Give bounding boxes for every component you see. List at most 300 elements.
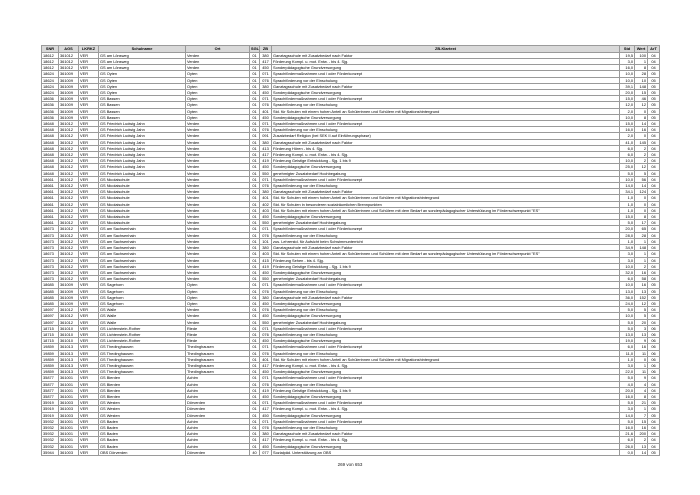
table-cell: 04 (648, 232, 660, 238)
table-cell: Sprachförderung vor der Einschulung (272, 127, 620, 133)
table-cell: 18648 (42, 152, 59, 158)
table-cell: 18715 (42, 338, 59, 344)
table-cell: 04 (648, 183, 660, 189)
table-cell: VER (79, 251, 99, 257)
table-cell: 04 (648, 431, 660, 437)
table-cell: 35877 (42, 375, 59, 381)
table-cell: VER (79, 245, 99, 251)
table-cell: GS Bassen (99, 108, 186, 114)
table-cell: 1 (635, 59, 648, 65)
table-cell: 04 (648, 127, 660, 133)
table-cell: VER (79, 381, 99, 387)
table-cell: VER (79, 195, 99, 201)
table-cell: 361009 (59, 96, 79, 102)
table-cell: 076 (260, 331, 272, 337)
table-cell: GS Bassen (99, 102, 186, 108)
table-cell: 361003 (59, 412, 79, 418)
table-cell: Sprachförderung vor der Einschulung (272, 424, 620, 430)
table-cell: 4,0 (620, 381, 635, 387)
table-cell: 361013 (59, 362, 79, 368)
table-cell: 380 (260, 139, 272, 145)
table-cell: genehmigter Zusatzbedarf Hochbegabung (272, 319, 620, 325)
table-cell: 01 (250, 245, 260, 251)
table-cell: Oyten (186, 102, 250, 108)
table-cell: Verden (186, 170, 250, 176)
table-cell: 01 (250, 251, 260, 257)
table-cell: 450 (260, 369, 272, 375)
table-cell: Ganztagsschule mit Zusatzbedarf nach Faktor (272, 294, 620, 300)
table-cell: Riede (186, 331, 250, 337)
table-cell: 01 (250, 133, 260, 139)
table-cell: 18612 (42, 65, 59, 71)
table-cell: 10,0 (620, 263, 635, 269)
table-cell: Sonderpädagogische Grundversorgung (272, 443, 620, 449)
table-cell: 11 (635, 369, 648, 375)
table-cell: 01 (250, 387, 260, 393)
table-cell: Verden (186, 127, 250, 133)
table-cell: 071 (260, 400, 272, 406)
table-cell: 20,0 (620, 226, 635, 232)
table-cell: VER (79, 431, 99, 437)
table-cell: Std. für Schulen mit einem hohen Anteil an Schülerinnen und Schülern mit Migrationshintergrund (272, 108, 620, 114)
table-cell: 06 (648, 338, 660, 344)
table-cell: 01 (250, 121, 260, 127)
table-cell: Zusatzbedarf Religion (bei SEK II auf Einführungsphase) (272, 133, 620, 139)
table-cell: Sonderpädagogische Grundversorgung (272, 269, 620, 275)
table-cell: Verden (186, 65, 250, 71)
table-cell: Verden (186, 319, 250, 325)
table-cell: 361013 (59, 356, 79, 362)
table-cell: 361012 (59, 251, 79, 257)
table-cell: 417 (260, 406, 272, 412)
table-cell: 01 (250, 189, 260, 195)
table-cell: 361009 (59, 102, 79, 108)
table-cell: 16 (635, 424, 648, 430)
table-cell: 148 (635, 245, 648, 251)
table-cell: 18648 (42, 158, 59, 164)
table-cell: Std. für Schulen mit einem hohen Anteil an Schülerinnen und Schülern mit Migrationshintergrund (272, 195, 620, 201)
table-cell: 6,0 (620, 145, 635, 151)
table-cell: VER (79, 220, 99, 226)
table-cell: 361009 (59, 77, 79, 83)
table-cell: 417 (260, 152, 272, 158)
table-cell: VER (79, 344, 99, 350)
table-cell: 071 (260, 226, 272, 232)
table-cell: 11,0 (620, 350, 635, 356)
table-cell: 361012 (59, 207, 79, 213)
table-cell: 19859 (42, 369, 59, 375)
table-cell: 18697 (42, 307, 59, 313)
table-cell: VER (79, 65, 99, 71)
table-cell: 380 (260, 52, 272, 58)
table-cell: 04 (648, 52, 660, 58)
table-cell: 5,0 (620, 400, 635, 406)
table-cell: Thedinghausen (186, 369, 250, 375)
table-cell: Verden (186, 257, 250, 263)
table-cell: GS Friedrich Ludwig Jahn (99, 170, 186, 176)
table-cell: 05 (648, 294, 660, 300)
table-cell: 402 (260, 201, 272, 207)
table-cell: 450 (260, 393, 272, 399)
table-cell: 13 (635, 288, 648, 294)
table-cell: GS am Sachsenhain (99, 251, 186, 257)
table-cell: Sonderpädagogische Grundversorgung (272, 300, 620, 306)
table-cell: Verden (186, 207, 250, 213)
table-cell: 091 (260, 133, 272, 139)
table-cell: Sprachfördermaßnahmen und / oder Förderkonzept (272, 418, 620, 424)
table-cell: 06 (648, 331, 660, 337)
table-cell: 01 (250, 276, 260, 282)
table-cell: 04 (648, 158, 660, 164)
table-cell: 450 (260, 338, 272, 344)
table-cell: 28 (635, 232, 648, 238)
table-cell: 361012 (59, 245, 79, 251)
table-cell: VER (79, 412, 99, 418)
table-cell: 04 (648, 381, 660, 387)
table-cell: genehmigter Zusatzbedarf Hochbegabung (272, 170, 620, 176)
table-cell: 124 (635, 189, 648, 195)
table-cell: GS Sagehorn (99, 294, 186, 300)
table-cell: 101 (260, 238, 272, 244)
table-cell: 11 (635, 350, 648, 356)
table-cell: 65 (635, 226, 648, 232)
table-cell: Dörverden (186, 406, 250, 412)
table-cell: 2 (635, 145, 648, 151)
table-cell: 01 (250, 263, 260, 269)
table-cell: 04 (648, 276, 660, 282)
table-cell: 10,0 (620, 71, 635, 77)
table-cell: 12 (635, 300, 648, 306)
table-cell: Förderung Kompl. u. mot. Entw. - bis 4. Sjg. (272, 437, 620, 443)
table-cell: 01 (250, 127, 260, 133)
table-cell: 18636 (42, 114, 59, 120)
table-cell: genehmigter Zusatzbedarf Hochbegabung (272, 276, 620, 282)
table-cell: 18661 (42, 207, 59, 213)
table-cell: 40 (250, 449, 260, 455)
table-cell: 1,0 (620, 195, 635, 201)
table-cell: GS Thedinghausen (99, 350, 186, 356)
table-cell: 6,0 (620, 276, 635, 282)
table-cell: 05 (648, 449, 660, 455)
table-cell: 145 (635, 139, 648, 145)
table-cell: 04 (648, 313, 660, 319)
table-cell: GS Nicolaischule (99, 214, 186, 220)
table-cell: 071 (260, 325, 272, 331)
table-cell: 361012 (59, 65, 79, 71)
table-cell: 361012 (59, 269, 79, 275)
table-cell: 076 (260, 381, 272, 387)
table-cell: 46 (635, 96, 648, 102)
table-cell: 0,0 (620, 449, 635, 455)
table-cell: GS Oyten (99, 83, 186, 89)
table-cell: Verden (186, 145, 250, 151)
table-cell: 28 (635, 71, 648, 77)
table-cell: 361010 (59, 325, 79, 331)
table-cell: 01 (250, 424, 260, 430)
table-cell: 05 (648, 102, 660, 108)
table-cell: 415 (260, 257, 272, 263)
table-cell: Sprachförderung vor der Einschulung (272, 307, 620, 313)
table-cell: Sprachförderung vor der Einschulung (272, 77, 620, 83)
table-cell: 19859 (42, 362, 59, 368)
table-cell: VER (79, 282, 99, 288)
table-cell: 18661 (42, 176, 59, 182)
table-cell: 361012 (59, 127, 79, 133)
table-cell: Förderung Geistige Entwicklung - Sjg. 1 bis 9 (272, 263, 620, 269)
table-cell: 076 (260, 288, 272, 294)
table-cell: VER (79, 362, 99, 368)
table-cell: 16,0 (620, 424, 635, 430)
table-cell: GS Bierden (99, 375, 186, 381)
table-cell: 403 (260, 207, 272, 213)
table-cell: 4 (635, 387, 648, 393)
table-cell: Verden (186, 220, 250, 226)
table-cell: 18673 (42, 257, 59, 263)
table-cell: 05 (648, 108, 660, 114)
table-cell: VER (79, 338, 99, 344)
table-cell: 15 (635, 90, 648, 96)
column-header: Ort (186, 46, 250, 53)
table-cell: 12 (635, 102, 648, 108)
table-cell: 361009 (59, 114, 79, 120)
table-cell: VER (79, 232, 99, 238)
table-cell: 18673 (42, 226, 59, 232)
table-cell: 10,0 (620, 158, 635, 164)
column-header: ArT (648, 46, 660, 53)
table-cell: Dörverden (186, 449, 250, 455)
table-cell: 361009 (59, 288, 79, 294)
table-cell: 01 (250, 257, 260, 263)
table-cell: 16 (635, 269, 648, 275)
column-header: Schulname (99, 46, 186, 53)
table-cell: 04 (648, 189, 660, 195)
table-cell: VER (79, 133, 99, 139)
table-cell: Verden (186, 152, 250, 158)
table-cell: 200 (635, 431, 648, 437)
table-cell: 152 (635, 294, 648, 300)
table-cell: 361010 (59, 338, 79, 344)
table-cell: 15 (635, 418, 648, 424)
table-cell: 071 (260, 375, 272, 381)
table-cell: 5,0 (620, 220, 635, 226)
table-cell: VER (79, 183, 99, 189)
table-cell: 35877 (42, 387, 59, 393)
table-cell: 01 (250, 145, 260, 151)
table-cell: 06 (648, 369, 660, 375)
table-cell: 14 (635, 183, 648, 189)
table-cell: Sonderpädagogische Grundversorgung (272, 393, 620, 399)
table-cell: Sprachförderung vor der Einschulung (272, 102, 620, 108)
table-cell: 01 (250, 201, 260, 207)
table-cell: VER (79, 406, 99, 412)
table-cell: 8 (635, 114, 648, 120)
table-cell: GS am Lönsweg (99, 59, 186, 65)
table-cell: 450 (260, 90, 272, 96)
table-cell: VER (79, 127, 99, 133)
table-cell: VER (79, 276, 99, 282)
table-cell: 18697 (42, 319, 59, 325)
table-cell: Oyten (186, 300, 250, 306)
table-cell: 361012 (59, 226, 79, 232)
table-cell: 01 (250, 139, 260, 145)
table-cell: 01 (250, 437, 260, 443)
table-cell: 5 (635, 307, 648, 313)
table-cell: 14,0 (620, 183, 635, 189)
table-cell: 10,0 (620, 77, 635, 83)
table-cell: 04 (648, 121, 660, 127)
table-cell: 361009 (59, 90, 79, 96)
table-cell: 380 (260, 294, 272, 300)
table-cell: 0 (635, 195, 648, 201)
table-cell: Sonderpädagogische Grundversorgung (272, 65, 620, 71)
table-cell: 01 (250, 356, 260, 362)
table-cell: 01 (250, 443, 260, 449)
table-cell: 20,0 (620, 90, 635, 96)
table-cell: GS Thedinghausen (99, 344, 186, 350)
table-cell: GS Bierden (99, 387, 186, 393)
table-cell: 361012 (59, 145, 79, 151)
table-cell: Verden (186, 226, 250, 232)
table-cell: 076 (260, 183, 272, 189)
table-cell: VER (79, 387, 99, 393)
table-cell: Sonderpädagogische Grundversorgung (272, 214, 620, 220)
table-cell: GS Walle (99, 307, 186, 313)
table-cell: Sozialpäd. Unterstützung an OBS (272, 449, 620, 455)
table-cell: 361001 (59, 393, 79, 399)
table-cell: 450 (260, 443, 272, 449)
table-cell: 361012 (59, 52, 79, 58)
table-cell: 01 (250, 431, 260, 437)
column-header: Wert (635, 46, 648, 53)
table-cell: VER (79, 52, 99, 58)
table-cell: 076 (260, 77, 272, 83)
table-cell: VER (79, 164, 99, 170)
table-cell: 450 (260, 164, 272, 170)
table-cell: VER (79, 226, 99, 232)
table-cell: 2,0 (620, 108, 635, 114)
table-cell: 18636 (42, 96, 59, 102)
table-cell: 18685 (42, 300, 59, 306)
table-cell: 077 (260, 449, 272, 455)
table-cell: 5,0 (620, 375, 635, 381)
table-cell: Oyten (186, 77, 250, 83)
table-cell: 01 (250, 183, 260, 189)
table-cell: Verden (186, 121, 250, 127)
table-cell: 450 (260, 412, 272, 418)
table-cell: GS Nicolaischule (99, 201, 186, 207)
table-cell: 35919 (42, 400, 59, 406)
table-cell: 361010 (59, 331, 79, 337)
table-cell: GS Westen (99, 412, 186, 418)
table-cell: 04 (648, 226, 660, 232)
table-cell: 04 (648, 418, 660, 424)
table-cell: 20,0 (620, 387, 635, 393)
table-cell: GS Walle (99, 313, 186, 319)
table-cell: GS Sagehorn (99, 282, 186, 288)
table-cell: 1 (635, 406, 648, 412)
table-cell: 04 (648, 195, 660, 201)
table-cell: 01 (250, 214, 260, 220)
table-cell: GS Bassen (99, 96, 186, 102)
table-cell: 01 (250, 152, 260, 158)
table-cell: Std. für Schulen in besonderen sozialräumlichen Brennpunkten (272, 201, 620, 207)
table-cell: 25,0 (620, 164, 635, 170)
table-cell: 361012 (59, 257, 79, 263)
table-cell: VER (79, 300, 99, 306)
table-cell: 04 (648, 251, 660, 257)
table-cell: 04 (648, 424, 660, 430)
table-cell: VER (79, 102, 99, 108)
table-cell: GS am Sachsenhain (99, 263, 186, 269)
table-cell: 16 (635, 127, 648, 133)
table-cell: VER (79, 158, 99, 164)
table-cell: 34,9 (620, 245, 635, 251)
table-cell: 1 (635, 251, 648, 257)
table-cell: 16,0 (620, 127, 635, 133)
table-cell: 04 (648, 437, 660, 443)
table-cell: 21,6 (620, 431, 635, 437)
table-cell: VER (79, 145, 99, 151)
table-cell: 01 (250, 269, 260, 275)
table-cell: Verden (186, 313, 250, 319)
table-cell: 18661 (42, 195, 59, 201)
table-cell: 01 (250, 226, 260, 232)
table-cell: 6,0 (620, 152, 635, 158)
table-cell: 04 (648, 387, 660, 393)
table-cell: Verden (186, 276, 250, 282)
table-cell: Thedinghausen (186, 344, 250, 350)
table-cell: Sprachförderung vor der Einschulung (272, 288, 620, 294)
table-cell: 35932 (42, 443, 59, 449)
table-cell: 361001 (59, 424, 79, 430)
table-cell: 361012 (59, 276, 79, 282)
table-cell: 7 (635, 412, 648, 418)
table-cell: 18661 (42, 201, 59, 207)
table-cell: 05 (648, 282, 660, 288)
page-number: 269 von 653 (337, 462, 363, 467)
table-cell: 01 (250, 108, 260, 114)
table-cell: 35944 (42, 449, 59, 455)
table-cell: 19859 (42, 350, 59, 356)
table-cell: VER (79, 263, 99, 269)
table-cell: 18673 (42, 245, 59, 251)
table-cell: Sprachförderung vor der Einschulung (272, 350, 620, 356)
table-cell: GS Nicolaischule (99, 189, 186, 195)
table-cell: 0 (635, 207, 648, 213)
table-cell: 04 (648, 139, 660, 145)
table-cell: VER (79, 257, 99, 263)
table-cell: 01 (250, 375, 260, 381)
table-cell: Verden (186, 195, 250, 201)
table-cell: 01 (250, 65, 260, 71)
table-cell: 8 (635, 393, 648, 399)
table-cell: 05 (648, 71, 660, 77)
table-cell: 06 (648, 325, 660, 331)
table-cell: 13 (635, 443, 648, 449)
table-cell: 18661 (42, 214, 59, 220)
table-cell: Dörverden (186, 412, 250, 418)
table-cell: VER (79, 77, 99, 83)
table-cell: 361012 (59, 133, 79, 139)
table-cell: 15,0 (620, 121, 635, 127)
table-cell: VER (79, 176, 99, 182)
table-cell: Thedinghausen (186, 362, 250, 368)
table-cell: 04 (648, 201, 660, 207)
table-cell: 01 (250, 170, 260, 176)
table-cell: GS Friedrich Ludwig Jahn (99, 164, 186, 170)
table-cell: 18648 (42, 133, 59, 139)
table-cell: 076 (260, 232, 272, 238)
